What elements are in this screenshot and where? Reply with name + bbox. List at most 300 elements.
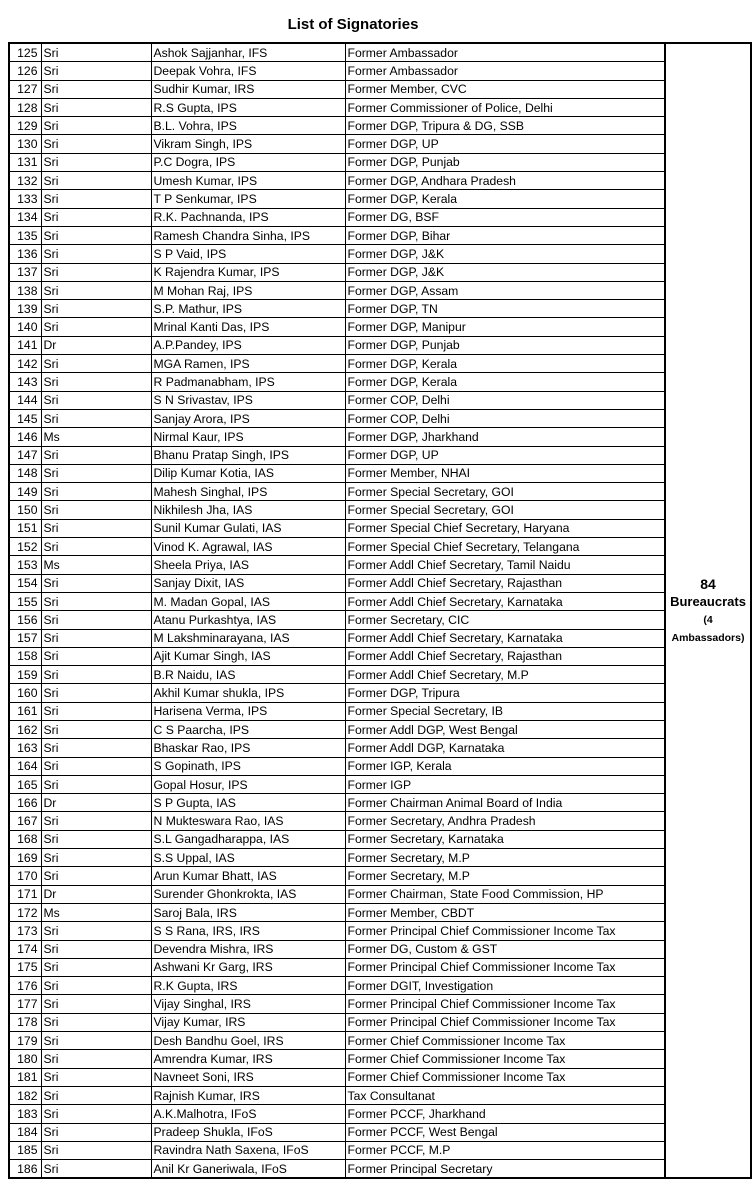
table-row bbox=[9, 391, 751, 409]
table-row bbox=[9, 922, 751, 940]
row-honorific: Sri bbox=[41, 98, 151, 116]
row-number: 166 bbox=[9, 794, 41, 812]
row-position: Former DGP, Punjab bbox=[345, 153, 665, 171]
row-position: Former DGP, UP bbox=[345, 135, 665, 153]
row-name: T P Senkumar, IPS bbox=[151, 190, 345, 208]
row-position: Former DGP, UP bbox=[345, 446, 665, 464]
row-honorific: Sri bbox=[41, 153, 151, 171]
row-number: 126 bbox=[9, 62, 41, 80]
row-honorific: Sri bbox=[41, 373, 151, 391]
row-name: Ramesh Chandra Sinha, IPS bbox=[151, 226, 345, 244]
row-position: Former Special Secretary, GOI bbox=[345, 483, 665, 501]
row-honorific: Sri bbox=[41, 702, 151, 720]
row-number: 133 bbox=[9, 190, 41, 208]
row-honorific: Sri bbox=[41, 1050, 151, 1068]
table-row bbox=[9, 574, 751, 592]
row-honorific: Sri bbox=[41, 775, 151, 793]
row-name: Rajnish Kumar, IRS bbox=[151, 1086, 345, 1104]
row-position: Former Chief Commissioner Income Tax bbox=[345, 1068, 665, 1086]
row-name: Saroj Bala, IRS bbox=[151, 903, 345, 921]
row-position: Former Addl DGP, West Bengal bbox=[345, 720, 665, 738]
signatories-table-body bbox=[9, 43, 751, 1178]
row-name: A.P.Pandey, IPS bbox=[151, 336, 345, 354]
row-name: Mahesh Singhal, IPS bbox=[151, 483, 345, 501]
row-position: Former Ambassador bbox=[345, 43, 665, 62]
row-position: Former Special Secretary, GOI bbox=[345, 501, 665, 519]
row-name: R.S Gupta, IPS bbox=[151, 98, 345, 116]
row-name: Sheela Priya, IAS bbox=[151, 556, 345, 574]
row-position: Former IGP bbox=[345, 775, 665, 793]
row-name: S.L Gangadharappa, IAS bbox=[151, 830, 345, 848]
row-name: Akhil Kumar shukla, IPS bbox=[151, 684, 345, 702]
table-row bbox=[9, 80, 751, 98]
row-number: 130 bbox=[9, 135, 41, 153]
row-number: 139 bbox=[9, 300, 41, 318]
table-row bbox=[9, 1086, 751, 1104]
row-name: Ashok Sajjanhar, IFS bbox=[151, 43, 345, 62]
row-honorific: Sri bbox=[41, 483, 151, 501]
table-row bbox=[9, 281, 751, 299]
table-row bbox=[9, 1032, 751, 1050]
table-row bbox=[9, 556, 751, 574]
row-name: Nikhilesh Jha, IAS bbox=[151, 501, 345, 519]
row-name: Deepak Vohra, IFS bbox=[151, 62, 345, 80]
row-honorific: Sri bbox=[41, 592, 151, 610]
table-row bbox=[9, 336, 751, 354]
row-position: Former DGP, Jharkhand bbox=[345, 428, 665, 446]
row-honorific: Sri bbox=[41, 226, 151, 244]
row-honorific: Sri bbox=[41, 62, 151, 80]
row-number: 135 bbox=[9, 226, 41, 244]
row-position: Former Special Chief Secretary, Haryana bbox=[345, 519, 665, 537]
row-number: 159 bbox=[9, 666, 41, 684]
row-name: S.S Uppal, IAS bbox=[151, 849, 345, 867]
row-honorific: Sri bbox=[41, 263, 151, 281]
row-number: 149 bbox=[9, 483, 41, 501]
table-row bbox=[9, 135, 751, 153]
row-honorific: Sri bbox=[41, 190, 151, 208]
table-row bbox=[9, 428, 751, 446]
row-honorific: Sri bbox=[41, 574, 151, 592]
row-position: Former Addl Chief Secretary, Karnataka bbox=[345, 592, 665, 610]
row-honorific: Sri bbox=[41, 922, 151, 940]
row-position: Former Chief Commissioner Income Tax bbox=[345, 1032, 665, 1050]
row-name: Atanu Purkashtya, IAS bbox=[151, 611, 345, 629]
row-name: Sanjay Dixit, IAS bbox=[151, 574, 345, 592]
table-row bbox=[9, 1141, 751, 1159]
row-honorific: Sri bbox=[41, 80, 151, 98]
table-row bbox=[9, 245, 751, 263]
row-position: Former Addl DGP, Karnataka bbox=[345, 739, 665, 757]
row-number: 169 bbox=[9, 849, 41, 867]
row-position: Former PCCF, Jharkhand bbox=[345, 1105, 665, 1123]
row-name: B.L. Vohra, IPS bbox=[151, 117, 345, 135]
row-position: Former Secretary, Karnataka bbox=[345, 830, 665, 848]
row-position: Former DG, BSF bbox=[345, 208, 665, 226]
row-position: Former PCCF, M.P bbox=[345, 1141, 665, 1159]
row-name: Vinod K. Agrawal, IAS bbox=[151, 538, 345, 556]
table-row bbox=[9, 1013, 751, 1031]
table-row bbox=[9, 940, 751, 958]
row-number: 165 bbox=[9, 775, 41, 793]
row-honorific: Sri bbox=[41, 611, 151, 629]
row-honorific: Sri bbox=[41, 135, 151, 153]
row-honorific: Sri bbox=[41, 117, 151, 135]
row-name: Harisena Verma, IPS bbox=[151, 702, 345, 720]
table-row bbox=[9, 592, 751, 610]
row-number: 134 bbox=[9, 208, 41, 226]
table-row bbox=[9, 373, 751, 391]
row-honorific: Sri bbox=[41, 629, 151, 647]
row-number: 137 bbox=[9, 263, 41, 281]
row-name: S S Rana, IRS, IRS bbox=[151, 922, 345, 940]
row-honorific: Sri bbox=[41, 849, 151, 867]
table-row bbox=[9, 464, 751, 482]
row-honorific: Sri bbox=[41, 1032, 151, 1050]
table-row bbox=[9, 98, 751, 116]
row-number: 148 bbox=[9, 464, 41, 482]
row-honorific: Ms bbox=[41, 428, 151, 446]
row-honorific: Sri bbox=[41, 281, 151, 299]
row-honorific: Dr bbox=[41, 336, 151, 354]
row-position: Former IGP, Kerala bbox=[345, 757, 665, 775]
row-number: 182 bbox=[9, 1086, 41, 1104]
row-honorific: Sri bbox=[41, 684, 151, 702]
row-position: Former Ambassador bbox=[345, 62, 665, 80]
row-honorific: Sri bbox=[41, 1160, 151, 1179]
row-number: 170 bbox=[9, 867, 41, 885]
row-name: Vijay Singhal, IRS bbox=[151, 995, 345, 1013]
row-position: Tax Consultanat bbox=[345, 1086, 665, 1104]
row-honorific: Sri bbox=[41, 464, 151, 482]
row-honorific: Sri bbox=[41, 995, 151, 1013]
row-position: Former DGP, Bihar bbox=[345, 226, 665, 244]
row-position: Former DGP, Kerala bbox=[345, 373, 665, 391]
table-row bbox=[9, 43, 751, 62]
table-row bbox=[9, 812, 751, 830]
row-honorific: Sri bbox=[41, 647, 151, 665]
page-title: List of Signatories bbox=[287, 16, 419, 33]
row-honorific: Sri bbox=[41, 1086, 151, 1104]
table-row bbox=[9, 62, 751, 80]
table-row bbox=[9, 867, 751, 885]
row-name: R Padmanabham, IPS bbox=[151, 373, 345, 391]
row-position: Former Special Chief Secretary, Telangana bbox=[345, 538, 665, 556]
row-position: Former Commissioner of Police, Delhi bbox=[345, 98, 665, 116]
row-position: Former DGP, Assam bbox=[345, 281, 665, 299]
row-position: Former Chief Commissioner Income Tax bbox=[345, 1050, 665, 1068]
row-position: Former Principal Chief Commissioner Income Tax bbox=[345, 995, 665, 1013]
row-number: 180 bbox=[9, 1050, 41, 1068]
row-honorific: Sri bbox=[41, 977, 151, 995]
table-row bbox=[9, 995, 751, 1013]
row-name: Navneet Soni, IRS bbox=[151, 1068, 345, 1086]
row-name: Gopal Hosur, IPS bbox=[151, 775, 345, 793]
row-position: Former Principal Secretary bbox=[345, 1160, 665, 1179]
row-number: 136 bbox=[9, 245, 41, 263]
row-honorific: Sri bbox=[41, 757, 151, 775]
row-name: A.K.Malhotra, IFoS bbox=[151, 1105, 345, 1123]
row-number: 156 bbox=[9, 611, 41, 629]
row-honorific: Ms bbox=[41, 556, 151, 574]
row-position: Former DGP, Kerala bbox=[345, 355, 665, 373]
row-number: 160 bbox=[9, 684, 41, 702]
row-position: Former DG, Custom & GST bbox=[345, 940, 665, 958]
row-honorific: Sri bbox=[41, 501, 151, 519]
row-number: 158 bbox=[9, 647, 41, 665]
row-name: Nirmal Kaur, IPS bbox=[151, 428, 345, 446]
table-row bbox=[9, 775, 751, 793]
row-honorific: Sri bbox=[41, 720, 151, 738]
row-name: Bhanu Pratap Singh, IPS bbox=[151, 446, 345, 464]
table-row bbox=[9, 1068, 751, 1086]
row-honorific: Sri bbox=[41, 245, 151, 263]
row-position: Former COP, Delhi bbox=[345, 409, 665, 427]
table-row bbox=[9, 190, 751, 208]
row-number: 131 bbox=[9, 153, 41, 171]
row-number: 128 bbox=[9, 98, 41, 116]
row-number: 152 bbox=[9, 538, 41, 556]
row-number: 167 bbox=[9, 812, 41, 830]
row-number: 174 bbox=[9, 940, 41, 958]
row-name: Desh Bandhu Goel, IRS bbox=[151, 1032, 345, 1050]
row-number: 183 bbox=[9, 1105, 41, 1123]
row-number: 142 bbox=[9, 355, 41, 373]
row-position: Former Principal Chief Commissioner Income Tax bbox=[345, 922, 665, 940]
row-honorific: Sri bbox=[41, 1123, 151, 1141]
row-position: Former DGP, J&K bbox=[345, 263, 665, 281]
table-row bbox=[9, 885, 751, 903]
row-name: M. Madan Gopal, IAS bbox=[151, 592, 345, 610]
row-number: 185 bbox=[9, 1141, 41, 1159]
row-number: 161 bbox=[9, 702, 41, 720]
row-position: Former PCCF, West Bengal bbox=[345, 1123, 665, 1141]
row-position: Former Secretary, Andhra Pradesh bbox=[345, 812, 665, 830]
row-name: Bhaskar Rao, IPS bbox=[151, 739, 345, 757]
row-position: Former DGP, Tripura & DG, SSB bbox=[345, 117, 665, 135]
table-row bbox=[9, 666, 751, 684]
row-honorific: Sri bbox=[41, 172, 151, 190]
table-row bbox=[9, 1123, 751, 1141]
row-name: C S Paarcha, IPS bbox=[151, 720, 345, 738]
table-row bbox=[9, 409, 751, 427]
summary-count: 84 bbox=[700, 575, 716, 592]
row-position: Former Special Secretary, IB bbox=[345, 702, 665, 720]
table-row bbox=[9, 647, 751, 665]
row-position: Former DGP, Punjab bbox=[345, 336, 665, 354]
table-row bbox=[9, 958, 751, 976]
row-name: Anil Kr Ganeriwala, IFoS bbox=[151, 1160, 345, 1179]
row-position: Former Chairman, State Food Commission, HP bbox=[345, 885, 665, 903]
row-honorific: Sri bbox=[41, 940, 151, 958]
table-row bbox=[9, 483, 751, 501]
row-name: S.P. Mathur, IPS bbox=[151, 300, 345, 318]
summary-label: Bureaucrats bbox=[670, 593, 746, 609]
row-position: Former Addl Chief Secretary, Karnataka bbox=[345, 629, 665, 647]
row-honorific: Sri bbox=[41, 666, 151, 684]
row-number: 138 bbox=[9, 281, 41, 299]
table-row bbox=[9, 117, 751, 135]
row-number: 155 bbox=[9, 592, 41, 610]
row-number: 127 bbox=[9, 80, 41, 98]
table-row bbox=[9, 629, 751, 647]
row-honorific: Sri bbox=[41, 519, 151, 537]
table-row bbox=[9, 226, 751, 244]
row-honorific: Dr bbox=[41, 885, 151, 903]
row-name: MGA Ramen, IPS bbox=[151, 355, 345, 373]
row-honorific: Sri bbox=[41, 867, 151, 885]
row-name: K Rajendra Kumar, IPS bbox=[151, 263, 345, 281]
table-row bbox=[9, 849, 751, 867]
row-number: 162 bbox=[9, 720, 41, 738]
table-row bbox=[9, 300, 751, 318]
row-name: Sanjay Arora, IPS bbox=[151, 409, 345, 427]
row-position: Former Addl Chief Secretary, Rajasthan bbox=[345, 647, 665, 665]
table-row bbox=[9, 519, 751, 537]
row-number: 129 bbox=[9, 117, 41, 135]
row-position: Former DGP, Tripura bbox=[345, 684, 665, 702]
row-honorific: Sri bbox=[41, 43, 151, 62]
row-honorific: Sri bbox=[41, 300, 151, 318]
table-row bbox=[9, 794, 751, 812]
row-name: Ravindra Nath Saxena, IFoS bbox=[151, 1141, 345, 1159]
table-row bbox=[9, 739, 751, 757]
row-name: Vijay Kumar, IRS bbox=[151, 1013, 345, 1031]
row-position: Former DGP, Andhara Pradesh bbox=[345, 172, 665, 190]
row-honorific: Sri bbox=[41, 391, 151, 409]
table-row bbox=[9, 208, 751, 226]
row-name: Ajit Kumar Singh, IAS bbox=[151, 647, 345, 665]
row-position: Former Secretary, M.P bbox=[345, 849, 665, 867]
row-position: Former DGIT, Investigation bbox=[345, 977, 665, 995]
table-row bbox=[9, 702, 751, 720]
row-honorific: Sri bbox=[41, 958, 151, 976]
row-name: Mrinal Kanti Das, IPS bbox=[151, 318, 345, 336]
summary-sublabel: (4 Ambassadors) bbox=[671, 613, 745, 644]
row-name: Devendra Mishra, IRS bbox=[151, 940, 345, 958]
row-name: Sunil Kumar Gulati, IAS bbox=[151, 519, 345, 537]
table-row bbox=[9, 172, 751, 190]
row-position: Former Member, CBDT bbox=[345, 903, 665, 921]
row-number: 172 bbox=[9, 903, 41, 921]
signatories-table bbox=[8, 42, 752, 1179]
row-name: S N Srivastav, IPS bbox=[151, 391, 345, 409]
row-position: Former Addl Chief Secretary, Tamil Naidu bbox=[345, 556, 665, 574]
table-row bbox=[9, 1050, 751, 1068]
row-number: 141 bbox=[9, 336, 41, 354]
row-number: 140 bbox=[9, 318, 41, 336]
row-honorific: Sri bbox=[41, 318, 151, 336]
table-row bbox=[9, 153, 751, 171]
row-position: Former DGP, TN bbox=[345, 300, 665, 318]
row-position: Former Member, CVC bbox=[345, 80, 665, 98]
row-number: 179 bbox=[9, 1032, 41, 1050]
row-name: Sudhir Kumar, IRS bbox=[151, 80, 345, 98]
row-number: 176 bbox=[9, 977, 41, 995]
row-number: 154 bbox=[9, 574, 41, 592]
row-number: 173 bbox=[9, 922, 41, 940]
table-row bbox=[9, 977, 751, 995]
row-number: 132 bbox=[9, 172, 41, 190]
table-row bbox=[9, 1105, 751, 1123]
table-row bbox=[9, 830, 751, 848]
row-position: Former Secretary, CIC bbox=[345, 611, 665, 629]
row-name: M Mohan Raj, IPS bbox=[151, 281, 345, 299]
row-honorific: Sri bbox=[41, 538, 151, 556]
row-name: R.K Gupta, IRS bbox=[151, 977, 345, 995]
row-honorific: Sri bbox=[41, 409, 151, 427]
row-honorific: Sri bbox=[41, 1068, 151, 1086]
row-name: S P Gupta, IAS bbox=[151, 794, 345, 812]
row-number: 143 bbox=[9, 373, 41, 391]
row-honorific: Sri bbox=[41, 1105, 151, 1123]
row-honorific: Sri bbox=[41, 1013, 151, 1031]
table-row bbox=[9, 903, 751, 921]
row-number: 178 bbox=[9, 1013, 41, 1031]
row-position: Former Addl Chief Secretary, Rajasthan bbox=[345, 574, 665, 592]
summary-cell bbox=[665, 43, 751, 1178]
row-honorific: Sri bbox=[41, 208, 151, 226]
table-row bbox=[9, 611, 751, 629]
row-name: S Gopinath, IPS bbox=[151, 757, 345, 775]
row-position: Former DGP, Manipur bbox=[345, 318, 665, 336]
row-honorific: Sri bbox=[41, 830, 151, 848]
table-row bbox=[9, 538, 751, 556]
row-position: Former Principal Chief Commissioner Income Tax bbox=[345, 1013, 665, 1031]
row-number: 171 bbox=[9, 885, 41, 903]
row-position: Former DGP, Kerala bbox=[345, 190, 665, 208]
table-row bbox=[9, 263, 751, 281]
row-number: 168 bbox=[9, 830, 41, 848]
row-name: Amrendra Kumar, IRS bbox=[151, 1050, 345, 1068]
row-number: 125 bbox=[9, 43, 41, 62]
row-position: Former DGP, J&K bbox=[345, 245, 665, 263]
row-name: P.C Dogra, IPS bbox=[151, 153, 345, 171]
row-name: Umesh Kumar, IPS bbox=[151, 172, 345, 190]
row-name: Pradeep Shukla, IFoS bbox=[151, 1123, 345, 1141]
row-number: 151 bbox=[9, 519, 41, 537]
row-number: 164 bbox=[9, 757, 41, 775]
row-name: N Mukteswara Rao, IAS bbox=[151, 812, 345, 830]
row-number: 144 bbox=[9, 391, 41, 409]
row-position: Former Member, NHAI bbox=[345, 464, 665, 482]
row-position: Former COP, Delhi bbox=[345, 391, 665, 409]
row-number: 184 bbox=[9, 1123, 41, 1141]
row-number: 145 bbox=[9, 409, 41, 427]
row-number: 186 bbox=[9, 1160, 41, 1179]
row-number: 157 bbox=[9, 629, 41, 647]
row-number: 177 bbox=[9, 995, 41, 1013]
table-row bbox=[9, 720, 751, 738]
row-name: R.K. Pachnanda, IPS bbox=[151, 208, 345, 226]
row-position: Former Principal Chief Commissioner Income Tax bbox=[345, 958, 665, 976]
row-honorific: Sri bbox=[41, 739, 151, 757]
row-honorific: Sri bbox=[41, 355, 151, 373]
row-position: Former Chairman Animal Board of India bbox=[345, 794, 665, 812]
row-name: B.R Naidu, IAS bbox=[151, 666, 345, 684]
row-name: Vikram Singh, IPS bbox=[151, 135, 345, 153]
row-position: Former Secretary, M.P bbox=[345, 867, 665, 885]
row-number: 153 bbox=[9, 556, 41, 574]
row-name: Ashwani Kr Garg, IRS bbox=[151, 958, 345, 976]
row-position: Former Addl Chief Secretary, M.P bbox=[345, 666, 665, 684]
row-name: S P Vaid, IPS bbox=[151, 245, 345, 263]
row-name: Surender Ghonkrokta, IAS bbox=[151, 885, 345, 903]
table-row bbox=[9, 446, 751, 464]
row-number: 163 bbox=[9, 739, 41, 757]
row-honorific: Dr bbox=[41, 794, 151, 812]
table-row bbox=[9, 318, 751, 336]
